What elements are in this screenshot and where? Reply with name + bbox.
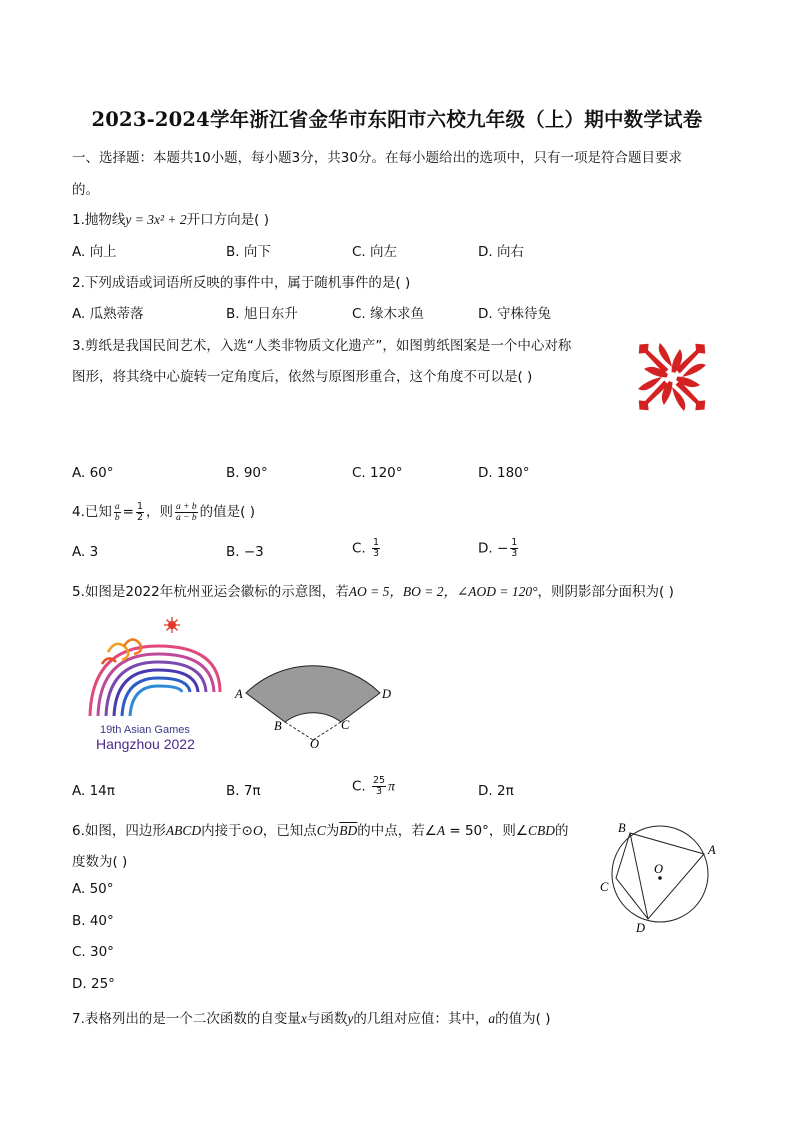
center-point xyxy=(658,876,662,880)
label-b: B xyxy=(274,719,282,733)
q1-stem-post: 开口方向是( ) xyxy=(186,212,269,228)
q1-stem-pre: 1.抛物线 xyxy=(72,212,126,228)
papercut-arm xyxy=(659,340,710,377)
q6-stem-line2: 度数为( ) xyxy=(72,854,128,870)
q4-stem xyxy=(72,500,255,523)
q2-stem: 2.下列成语或词语所反映的事件中，属于随机事件的是( ) xyxy=(72,275,411,291)
circle-diagram xyxy=(596,816,726,940)
q5-option-c-fraction: $\frac{25}{3}$ xyxy=(373,775,386,797)
q7-stem: 7.表格列出的是一个二次函数的自变量x与函数y的几组对应值：其中，a的值为( ) xyxy=(72,1011,551,1027)
q3-stem-line1: 3.剪纸是我国民间艺术，入选“人类非物质文化遗产”，如图剪纸图案是一个中心对称 xyxy=(72,338,572,354)
papercut-pattern xyxy=(635,340,710,415)
q5-stem xyxy=(72,580,674,600)
logo-text-line1: 19th Asian Games xyxy=(100,724,190,736)
q4-fraction-a-over-b: $\frac{a}{b}$ xyxy=(114,501,120,523)
q1-option-a[interactable]: A. 向上 xyxy=(72,244,117,260)
q2-option-b[interactable]: B. 旭日东升 xyxy=(226,306,298,322)
q5-stem-post: ，则阴影部分面积为( ) xyxy=(537,584,674,600)
label-d: D xyxy=(636,921,646,935)
section-heading: 一、选择题：本题共10小题，每小题3分，共30分。在每小题给出的选项中，只有一项是符合题目要求 xyxy=(72,150,682,166)
q6-option-a[interactable]: A. 50° xyxy=(72,881,114,897)
label-o: O xyxy=(654,862,664,876)
q5-option-a[interactable]: A. 14π xyxy=(72,783,115,799)
sun-emblem-icon xyxy=(164,617,180,633)
papercut-arm xyxy=(635,340,672,391)
q5-math: AO = 5，BO = 2，∠AOD = 120° xyxy=(348,584,538,599)
q6-arc-bd: $\overline{BD}$ xyxy=(339,823,358,838)
q3-stem-line2: 图形，将其绕中心旋转一定角度后，依然与原图形重合，这个角度不可以是( ) xyxy=(72,369,533,385)
q5-option-c[interactable]: C. $\frac{25}{3}$ π xyxy=(352,775,395,797)
q6-stem-line1: 6.如图，四边形ABCD内接于⊙O，已知点C为$\overline{BD}$的中点，若∠A = 50°，则∠CBD的 xyxy=(72,823,569,839)
label-o: O xyxy=(310,737,320,751)
papercut-figure xyxy=(620,330,724,424)
q2-option-a[interactable]: A. 瓜熟蒂落 xyxy=(72,306,144,322)
section-heading-cont: 的。 xyxy=(72,182,99,198)
q4-fraction-half: $\frac{1}{2}$ xyxy=(136,500,143,523)
label-b: B xyxy=(618,821,626,835)
papercut-arm xyxy=(672,364,709,415)
q5-stem-pre: 5.如图是2022年杭州亚运会徽标的示意图，若 xyxy=(72,584,349,600)
q6-option-b[interactable]: B. 40° xyxy=(72,913,114,929)
q4-fraction-expr: $\frac{a + b}{a - b}$ xyxy=(176,501,197,523)
diagonal-bd xyxy=(630,833,648,919)
q4-option-b[interactable]: B. −3 xyxy=(226,544,264,560)
q5-option-d[interactable]: D. 2π xyxy=(478,783,514,799)
q4-option-c-fraction: $\frac{1}{3}$ xyxy=(373,537,380,559)
q5-option-b[interactable]: B. 7π xyxy=(226,783,261,799)
quadrilateral-abcd xyxy=(616,833,704,919)
sector-diagram xyxy=(232,620,398,756)
page-title: 2023-2024学年浙江省金华市东阳市六校九年级（上）期中数学试卷 xyxy=(91,108,703,131)
asian-games-logo xyxy=(80,612,230,754)
q3-option-c[interactable]: C. 120° xyxy=(352,465,403,481)
q4-option-a[interactable]: A. 3 xyxy=(72,544,99,560)
q2-option-c[interactable]: C. 缘木求鱼 xyxy=(352,306,425,322)
label-d: D xyxy=(382,687,392,701)
q2-option-d[interactable]: D. 守株待兔 xyxy=(478,306,551,322)
q4-stem-pre: 4.已知 xyxy=(72,504,112,520)
logo-swirls xyxy=(102,639,141,664)
label-a: A xyxy=(235,687,243,701)
q6-option-c[interactable]: C. 30° xyxy=(72,944,114,960)
label-c: C xyxy=(341,718,350,732)
label-a: A xyxy=(708,843,716,857)
dashed-bo xyxy=(285,722,313,740)
q4-option-d-fraction: $\frac{1}{3}$ xyxy=(511,537,518,559)
q3-option-a[interactable]: A. 60° xyxy=(72,465,114,481)
q4-option-c[interactable]: C. $\frac{1}{3}$ xyxy=(352,537,380,559)
papercut-arm xyxy=(635,377,686,414)
q3-option-d[interactable]: D. 180° xyxy=(478,465,530,481)
shaded-region xyxy=(246,666,380,722)
label-c: C xyxy=(600,880,609,894)
q1-stem xyxy=(72,208,269,228)
q1-option-d[interactable]: D. 向右 xyxy=(478,244,524,260)
q4-equals: = xyxy=(122,504,134,520)
q6-option-d[interactable]: D. 25° xyxy=(72,976,115,992)
q4-mid: ，则 xyxy=(146,504,173,520)
logo-text-line2: Hangzhou 2022 xyxy=(96,736,195,752)
logo-arcs xyxy=(90,646,220,716)
q4-stem-post: 的值是( ) xyxy=(199,504,255,520)
papercut-center xyxy=(667,372,677,382)
q3-option-b[interactable]: B. 90° xyxy=(226,465,268,481)
q1-option-c[interactable]: C. 向左 xyxy=(352,244,398,260)
q1-option-b[interactable]: B. 向下 xyxy=(226,244,271,260)
q4-option-d[interactable]: D. − $\frac{1}{3}$ xyxy=(478,537,518,559)
q1-math: y = 3x² + 2 xyxy=(125,212,187,227)
